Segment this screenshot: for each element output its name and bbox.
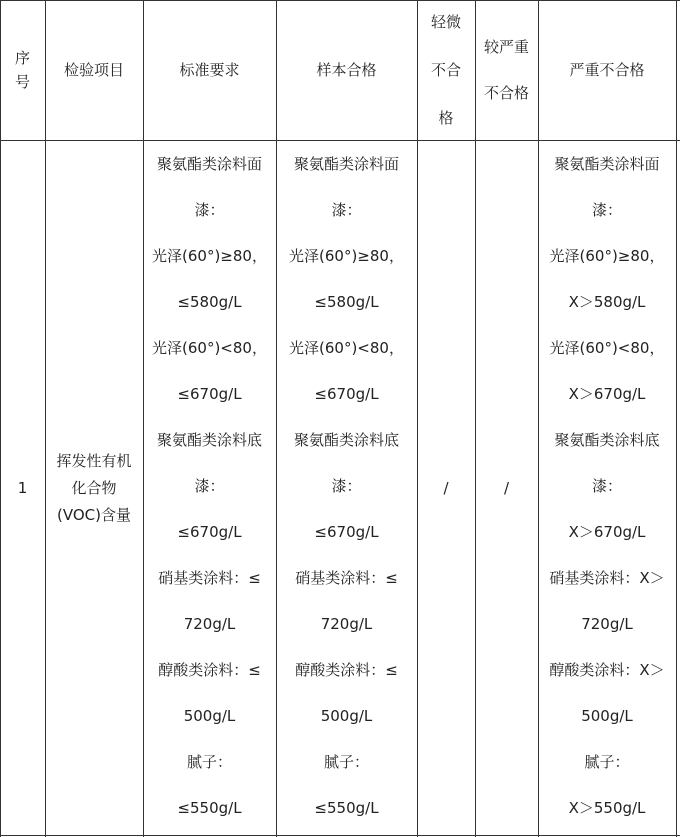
header-seq-line: 序 — [14, 49, 30, 67]
header-moderate — [475, 0, 538, 140]
standard-line: ≤670g/L — [177, 385, 242, 403]
pass-line: 腻子： — [323, 753, 369, 771]
header-serious — [538, 0, 676, 140]
standard-line: 醇酸类涂料：≤ — [158, 661, 261, 679]
pass-line: 500g/L — [320, 707, 373, 725]
header-pass-label: 样本合格 — [316, 61, 377, 79]
pass-line: 光泽(60°)<80， — [289, 339, 404, 357]
serious-line: 醇酸类涂料：X＞ — [549, 661, 665, 679]
header-item-label: 检验项目 — [63, 61, 124, 79]
header-standard — [143, 0, 276, 140]
header-minor-line: 格 — [438, 109, 454, 127]
header-item — [45, 0, 143, 140]
serious-line: 硝基类涂料：X＞ — [549, 569, 665, 587]
header-standard-label: 标准要求 — [179, 61, 240, 79]
pass-line: 聚氨酯类涂料底 — [293, 431, 399, 449]
standard-line: 硝基类涂料：≤ — [158, 569, 261, 587]
col-border — [676, 0, 677, 837]
header-minor-line: 不合 — [430, 61, 461, 79]
standard-line: 聚氨酯类涂料面 — [156, 155, 262, 173]
header-minor-line: 轻微 — [430, 13, 461, 31]
header-moderate-line: 不合格 — [483, 84, 529, 102]
pass-line: 硝基类涂料：≤ — [295, 569, 398, 587]
serious-line: 光泽(60°)≥80， — [549, 247, 665, 265]
row-minor — [417, 141, 475, 835]
serious-line: X＞670g/L — [568, 385, 646, 403]
standard-line: ≤550g/L — [177, 799, 242, 817]
header-minor — [417, 0, 475, 140]
standard-line: ≤580g/L — [177, 293, 242, 311]
serious-line: X＞550g/L — [568, 799, 646, 817]
standard-line: 光泽(60°)≥80， — [152, 247, 267, 265]
pass-line: ≤670g/L — [314, 523, 379, 541]
serious-line: X＞580g/L — [568, 293, 646, 311]
serious-line: 光泽(60°)<80， — [549, 339, 665, 357]
standard-line: ≤670g/L — [177, 523, 242, 541]
row-serious — [538, 141, 676, 831]
standard-line: 500g/L — [183, 707, 236, 725]
row-seq-value: 1 — [17, 479, 28, 497]
standard-line: 漆： — [194, 201, 225, 219]
row-item-line: 挥发性有机 — [56, 451, 132, 470]
pass-line: ≤550g/L — [314, 799, 379, 817]
standard-line: 漆： — [194, 477, 225, 495]
row-standard — [143, 141, 276, 831]
row-seq — [0, 141, 45, 835]
pass-line: 漆： — [331, 477, 362, 495]
row-moderate-value: / — [503, 479, 510, 497]
row-item — [45, 141, 143, 835]
pass-line: 聚氨酯类涂料面 — [293, 155, 399, 173]
pass-line: ≤580g/L — [314, 293, 379, 311]
row-minor-value: / — [443, 479, 449, 497]
serious-line: 聚氨酯类涂料底 — [554, 431, 660, 449]
standard-line: 聚氨酯类涂料底 — [156, 431, 262, 449]
standard-line: 光泽(60°)<80， — [152, 339, 267, 357]
pass-line: 醇酸类涂料：≤ — [295, 661, 398, 679]
pass-line: 光泽(60°)≥80， — [289, 247, 404, 265]
pass-line: 720g/L — [320, 615, 373, 633]
serious-line: 聚氨酯类涂料面 — [554, 155, 660, 173]
header-serious-label: 严重不合格 — [569, 61, 645, 79]
row-moderate — [475, 141, 538, 835]
standard-line: 腻子： — [186, 753, 232, 771]
serious-line: 漆： — [591, 477, 622, 495]
header-seq — [0, 0, 45, 140]
serious-line: X＞670g/L — [568, 523, 646, 541]
row-item-line: (VOC)含量 — [57, 505, 131, 524]
serious-line: 500g/L — [581, 707, 633, 725]
pass-line: ≤670g/L — [314, 385, 379, 403]
pass-line: 漆： — [331, 201, 362, 219]
header-seq-line: 号 — [14, 73, 30, 91]
row-pass — [276, 141, 417, 831]
table-border-bottom — [0, 835, 680, 836]
header-moderate-line: 较严重 — [483, 38, 529, 56]
row-item-line: 化合物 — [71, 478, 117, 497]
header-pass — [276, 0, 417, 140]
serious-line: 腻子： — [584, 753, 630, 771]
serious-line: 漆： — [591, 201, 622, 219]
serious-line: 720g/L — [581, 615, 633, 633]
standard-line: 720g/L — [183, 615, 236, 633]
